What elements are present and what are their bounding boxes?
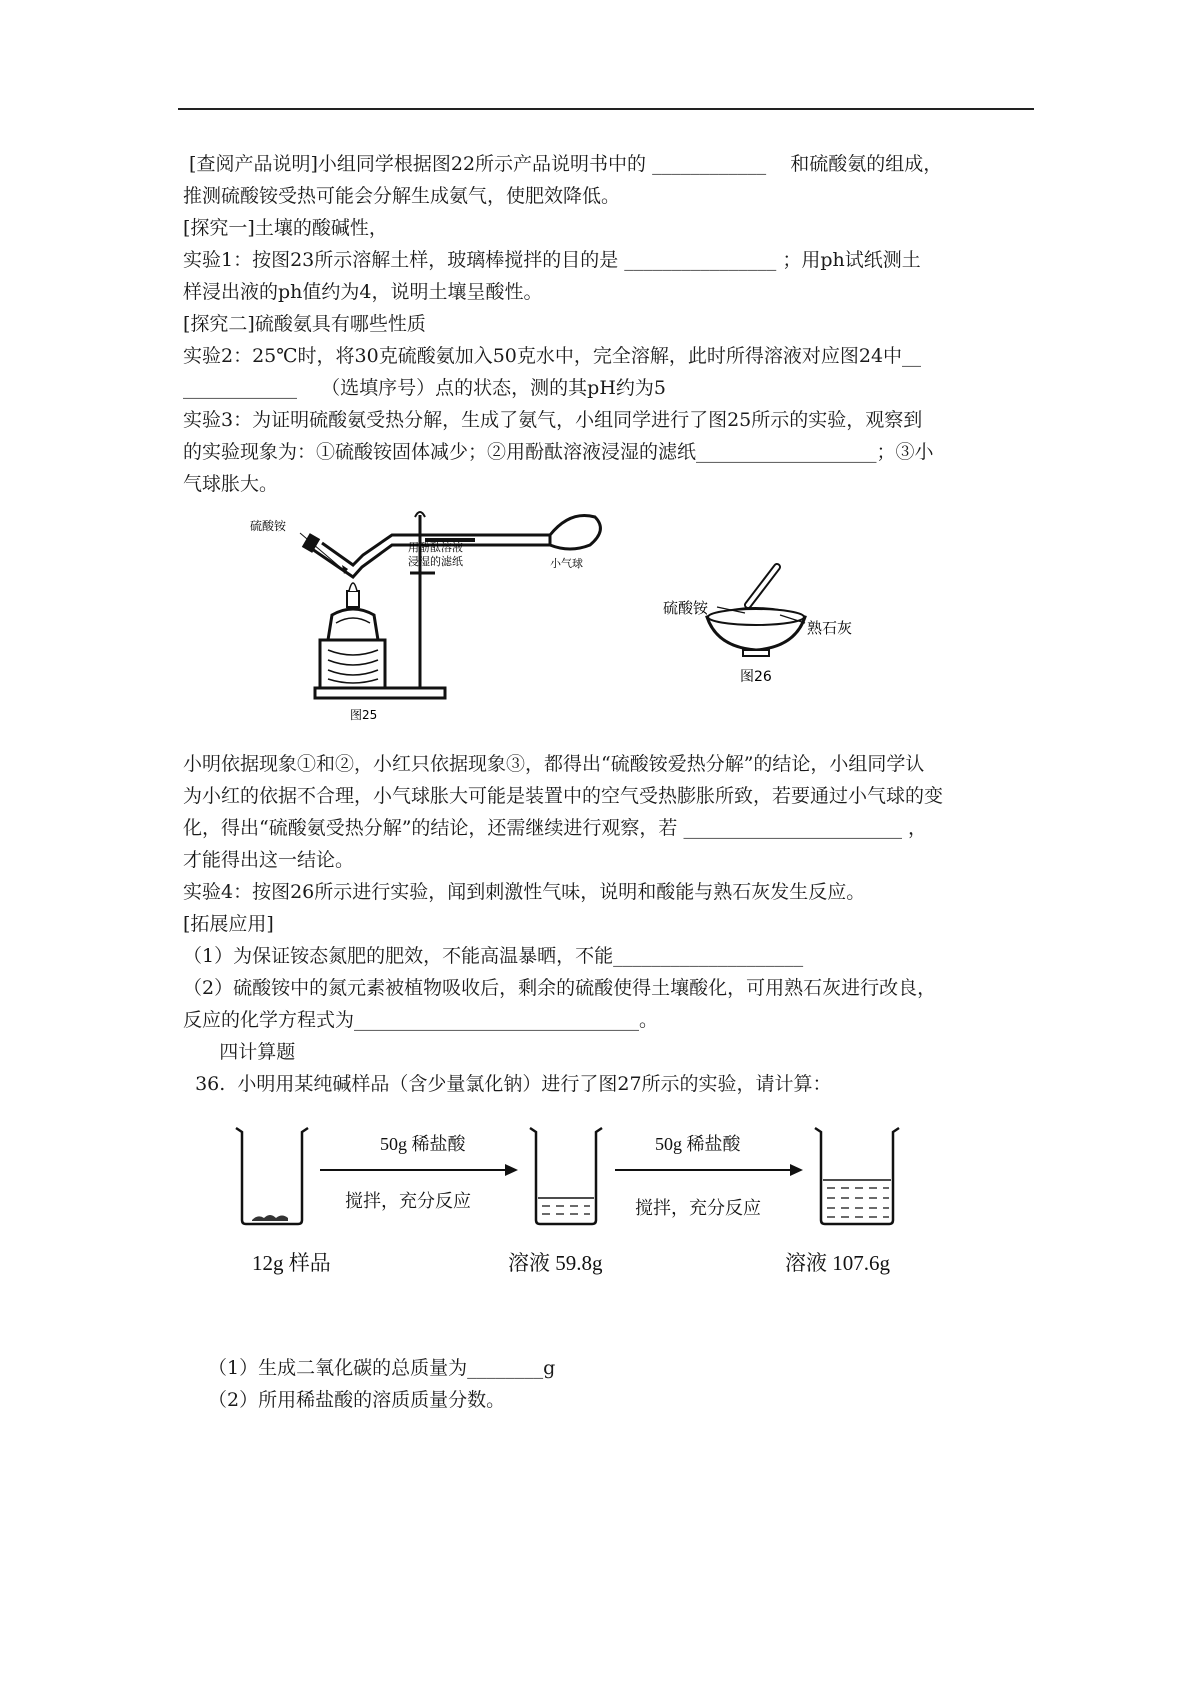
text-line: 的实验现象为：①硫酸铵固体减少；②用酚酞溶液浸湿的滤纸___________________；③小: [183, 441, 934, 463]
label-sample: 硫酸铵: [250, 519, 287, 533]
text-line: [探究二]硫酸氨具有哪些性质: [183, 313, 426, 335]
label-slaked-lime: 熟石灰: [807, 619, 853, 637]
text-line: （1）生成二氧化碳的总质量为________g: [208, 1357, 556, 1379]
text-line: 为小红的依据不合理，小气球胀大可能是装置中的空气受热膨胀所致，若要通过小气球的变: [183, 785, 944, 807]
text-line: 实验4：按图26所示进行实验，闻到刺激性气味，说明和酸能与熟石灰发生反应。: [183, 881, 866, 903]
text-line: 推测硫酸铵受热可能会分解生成氨气，使肥效降低。: [183, 185, 621, 207]
text-line: （1）为保证铵态氮肥的肥效，不能高温暴晒，不能____________________: [183, 945, 804, 967]
header-rule: [178, 108, 1034, 110]
text-line: [探究一]土壤的酸碱性，: [183, 217, 388, 239]
text-line: [查阅产品说明]小组同学根据图22所示产品说明书中的 ____________ 和硫酸氨的组成，: [183, 153, 943, 175]
beaker-3-label: 溶液 107.6g: [785, 1251, 890, 1275]
beaker-1-label: 12g 样品: [252, 1251, 331, 1275]
label-sample: 硫酸铵: [663, 599, 709, 617]
label-balloon: 小气球: [550, 557, 583, 570]
text-line: 化，得出“硫酸氨受热分解”的结论，还需继续进行观察，若 _______________________ ，: [183, 817, 928, 839]
figure-26-mortar: [655, 555, 905, 685]
beaker-2-label: 溶液 59.8g: [508, 1251, 603, 1275]
text-line: 气球胀大。: [183, 473, 279, 495]
label-filter-paper-1: 用酚酞溶液: [408, 541, 463, 554]
reagent-label-1: 50g 稀盐酸: [380, 1134, 466, 1154]
text-line: 四计算题: [183, 1041, 296, 1063]
text-line: 反应的化学方程式为______________________________。: [183, 1009, 659, 1031]
figure-26-caption: 图26: [740, 669, 772, 685]
label-filter-paper-2: 浸湿的滤纸: [408, 555, 463, 568]
action-label-1: 搅拌，充分反应: [345, 1191, 471, 1211]
text-line: 样浸出液的ph值约为4，说明土壤呈酸性。: [183, 281, 543, 303]
text-line: 36. 小明用某纯碱样品（含少量氯化钠）进行了图27所示的实验，请计算：: [183, 1073, 832, 1095]
text-line: [拓展应用]: [183, 913, 274, 935]
figure-27-beakers: [230, 1110, 930, 1280]
reagent-label-2: 50g 稀盐酸: [655, 1134, 741, 1154]
text-line: 才能得出这一结论。: [183, 849, 355, 871]
text-line: 实验2：25℃时，将30克硫酸氨加入50克水中，完全溶解，此时所得溶液对应图24中__: [183, 345, 922, 367]
action-label-2: 搅拌，充分反应: [635, 1198, 761, 1218]
figure-25-apparatus: [250, 505, 610, 735]
text-line: ____________ （选填序号）点的状态，测的其pH约为5: [183, 377, 666, 399]
text-line: 实验3：为证明硫酸氨受热分解，生成了氨气，小组同学进行了图25所示的实验，观察到: [183, 409, 923, 431]
text-line: （2）所用稀盐酸的溶质质量分数。: [208, 1389, 506, 1411]
figure-25-caption: 图25: [350, 708, 378, 722]
text-line: 小明依据现象①和②，小红只依据现象③，都得出“硫酸铵爱热分解”的结论，小组同学认: [183, 753, 925, 775]
text-line: （2）硫酸铵中的氮元素被植物吸收后，剩余的硫酸使得土壤酸化，可用熟石灰进行改良，: [183, 977, 937, 999]
text-line: 实验1：按图23所示溶解土样，玻璃棒搅拌的目的是 ________________ ；用ph试纸测土: [183, 249, 921, 271]
